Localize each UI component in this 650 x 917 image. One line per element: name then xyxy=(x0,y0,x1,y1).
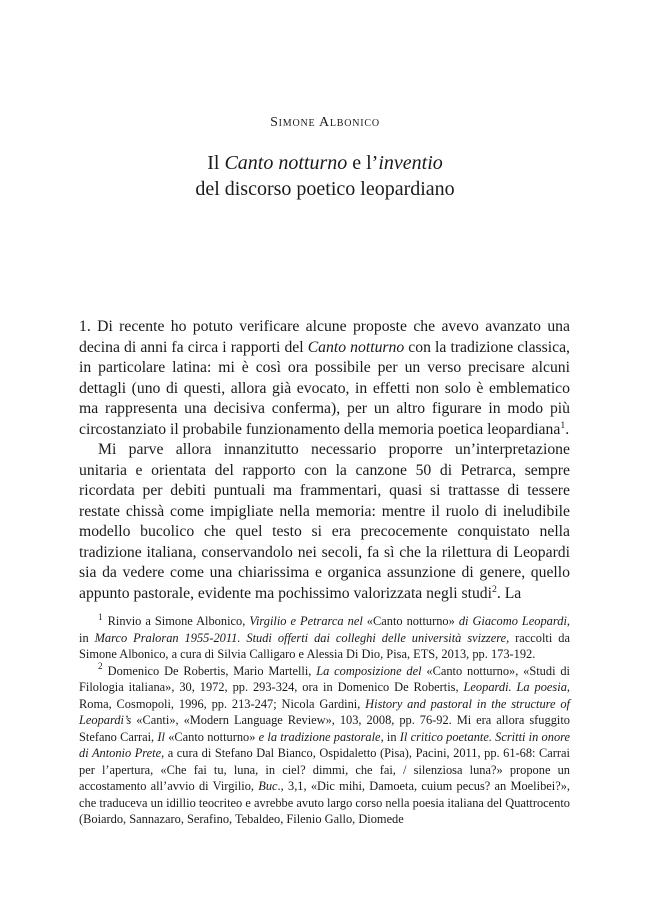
footnote-1-text-c: , raccolti da Simone Albonico, a cura di Silvia Calligaro e Alessia Di Dio, Pisa, ETS, 2013, pp. 173-192. xyxy=(79,630,570,661)
article-author: Simone Albonico xyxy=(270,115,380,130)
paragraph-1-text-a: 1. Di recente ho potuto verificare alcune proposte che avevo avanzato una decina di anni fa circa i rapporti del xyxy=(79,318,570,356)
footnote-1-title-b: «Canto notturno» xyxy=(366,614,455,628)
article-title xyxy=(0,150,650,202)
footnote-2-title-1b: «Canto notturno» xyxy=(426,663,516,678)
footnote-1-volume-title: Marco Praloran 1955-2011. Studi offerti dai colleghi delle università svizzere xyxy=(94,630,507,645)
footnote-2-title-5: Il critico poetante. Scritti in onore di Antonio Prete xyxy=(79,729,571,760)
footnote-1-title xyxy=(249,614,567,628)
paragraph-1 xyxy=(79,317,570,440)
footnote-ref-1: 1 xyxy=(560,419,566,431)
footnote-2-title-4c: e la tradizione pastorale xyxy=(255,729,381,744)
title-term: inventio xyxy=(378,152,443,174)
paragraph-2-end: . La xyxy=(496,584,522,602)
paragraph-1-work-title: Canto notturno xyxy=(307,338,405,356)
footnote-2-title-3b: «Canti» xyxy=(136,713,176,727)
footnote-2-title-2: Leopardi. La poesia xyxy=(463,680,567,694)
footnote-1-text-a: Rinvio a Simone Albonico, xyxy=(107,614,250,628)
footnote-2-text-e: , in xyxy=(380,729,400,744)
footnotes xyxy=(79,613,570,828)
footnote-2-text-f: , a cura di Stefano Dal Bianco, Ospidaletto (Pisa), Pacini, 2011, pp. 61-68: Carrai per l’apertura, «Che fai tu, luna, in ciel? dimmi, che fai, / silenziosa luna?» propone un accostamento all’avvio di Virgilio, xyxy=(79,746,570,793)
footnote-2 xyxy=(79,663,570,828)
title-line-2: del discorso poetico leopardiano xyxy=(195,178,455,200)
footnote-2-text-c: , Roma, Cosmopoli, 1996, pp. 213-247; Nicola Gardini, xyxy=(79,680,570,711)
footnote-2-abbrev: Buc xyxy=(258,779,278,793)
footnote-2-title-4b: «Canto notturno» xyxy=(168,729,256,744)
footnote-1-text-b: , in xyxy=(79,614,570,645)
footnote-2-text-a: Domenico De Robertis, Mario Martelli, xyxy=(107,663,317,678)
footnote-2-text-g: ., 3,1, «Dic mihi, Damoeta, cuium pecus? an Moelibei?», che traduceva un idillio teocriteo e avrebbe avuto largo corso nella poesia italiana del Quattrocento (Boiardo, Sannazaro, Serafino, Tebaldeo, Filenio Gallo, Diomede xyxy=(79,779,570,826)
footnote-2-title-1 xyxy=(316,664,515,678)
footnote-2-text-d: , «Modern Language Review», 103, 2008, pp. 76-92. Mi era allora sfuggito Stefano Carrai, xyxy=(79,713,570,744)
title-connector: e l’ xyxy=(347,152,379,174)
title-prefix: Il xyxy=(207,152,225,174)
footnote-2-number: 2 xyxy=(98,662,103,673)
footnote-2-title-3a: History and pastoral in the structure of Leopardi’s xyxy=(79,696,570,727)
footnote-1-number: 1 xyxy=(98,612,103,623)
footnote-2-text-b: , «Studi di Filologia italiana», 30, 1972, pp. 293-324, ora in Domenico De Robertis, xyxy=(79,663,570,694)
footnote-2-title-1a: La composizione del xyxy=(316,663,427,678)
paragraph-1-text-b: con la tradizione classica, in particolare latina: mi è così ora possibile per un verso precisare alcuni dettagli (uno di questi, allora già evocato, in effetti non solo è emblematico ma rappresenta una decisiva conferma), per un altro figurare in modo più circostanziato il probabile funzionamento della memoria poetica leopardiana xyxy=(79,338,570,438)
title-line-1 xyxy=(0,150,650,176)
paragraph-2-text: Mi parve allora innanzitutto necessario proporre un’interpretazione unitaria e orientata del rapporto con la canzone 50 di Petrarca, sempre ricordata per debiti puntuali ma frammentari, quasi si trattasse di tessere restate chissà come impigliate nella memoria: mentre il ruolo di ineludibile modello bucolico che quel testo si era precocemente conquistato nella tradizione italiana, conservandolo nei secoli, fa sì che la rilettura di Leopardi sia da vedere come una chiarissima e organica assunzione di genere, quello appunto pastorale, evidente ma pochissimo valorizzata negli studi xyxy=(79,441,570,602)
paragraph-2 xyxy=(79,440,570,604)
title-work-name: Canto notturno xyxy=(224,152,348,174)
paragraph-1-end: . xyxy=(565,420,570,438)
footnote-1-title-c: di Giacomo Leopardi xyxy=(454,614,567,628)
footnote-1-title-a: Virgilio e Petrarca nel xyxy=(249,614,367,628)
footnote-1 xyxy=(79,613,570,663)
footnote-2-title-4a: Il xyxy=(157,729,169,744)
footnote-ref-2: 2 xyxy=(491,583,497,595)
main-text xyxy=(79,317,570,604)
footnote-2-title-4 xyxy=(157,730,380,744)
